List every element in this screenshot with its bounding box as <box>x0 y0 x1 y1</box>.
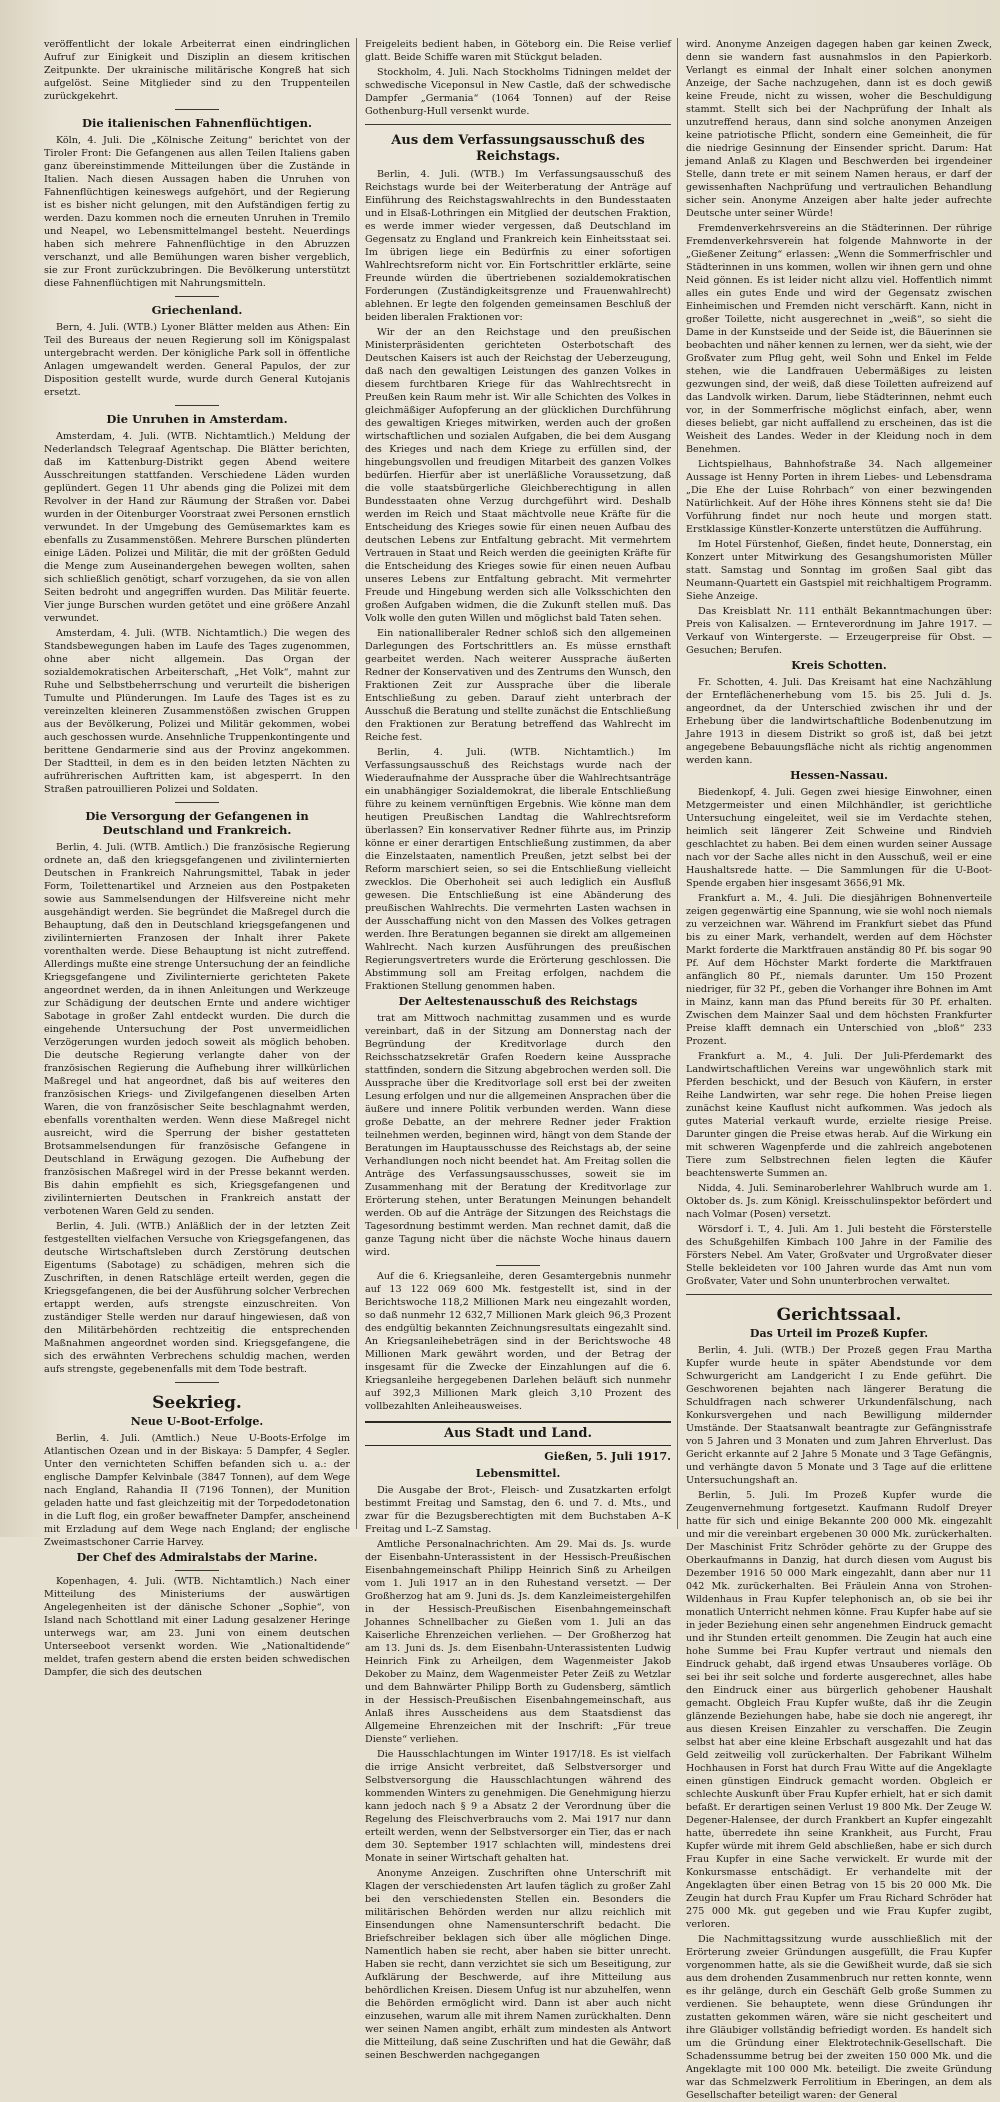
article-text: Wörsdorf i. T., 4. Juli. Am 1. Juli besteht die Försterstelle des Schußgehilfen Kimbach 100 Jahre in der Familie des Försters Nebel. Am Vater, Großvater und Urgroßvater dieser Stelle bekleideten vor 100 Jahren wurde das Amt nun vom Großvater, Vater und Sohn ununterbrochen verwaltet. <box>686 1224 992 1287</box>
article-text: Lichtspielhaus, Bahnhofstraße 34. Nach allgemeiner Aussage ist Henny Porten in ihrem Liebes- und Lebensdrama „Die Ehe der Luise Rohrbach“ von einer bezwingenden Natürlichkeit. Auf der Höhe ihres Könnens steht sie da! Die Vorführung findet nur noch heute und morgen statt. Erstklassige Künstler-Konzerte unterstützen die Aufführung. <box>686 459 992 535</box>
article-text: Berlin, 4. Juli. (Amtlich.) Neue U-Boots-Erfolge im Atlantischen Ozean und in der Biskaya: 5 Dampfer, 4 Segler. Unter den vernichteten Schiffen befanden sich u. a.: der englische Dampfer Kelvinbale (3847 Tonnen), auf dem Wege nach England, Rahandia II (7196 Tonnen), der Munition geladen hatte und fast gleichzeitig mit der Torpedodetonation in die Luft flog, ein großer bewaffneter Dampfer, anscheinend mit Erzladung auf dem Wege nach England; der englische Zweimastschoner Carrie Harvey. <box>44 1433 350 1548</box>
divider <box>686 1294 992 1295</box>
article-text: Die Nachmittagssitzung wurde ausschließlich mit der Erörterung zweier Gründungen ausgefüllt, die Frau Kupfer vorgenommen hatte, als sie die Gewißheit wurde, daß sie sich aus dem drohenden Zusammenbruch nur retten konnte, wenn es ihr gelänge, durch ein Geschäft Gelb große Summen zu verdienen. Sie behauptete, wenn diese Gründungen ihr zustatten gekommen wären, wäre sie nicht gescheitert und ihre Gläubiger vollständig befriedigt worden. Es handelt sich um die Gründung einer Elektrotechnik-Gesellschaft. Die Schadenssumme betrug bei der zweiten 150 000 Mk. und die Angeklagte mit 100 000 Mk. beteiligt. Die zweite Gründung war das Schmelzwerk Ferrolitium in Eberingen, an dem als Gesellschafter beteiligt waren: der General <box>686 1934 992 2101</box>
article-text: Berlin, 4. Juli. (WTB.) Anläßlich der in der letzten Zeit festgestellten vielfachen Versuche von Kriegsgefangenen, das deutsche Wirtschaftsleben durch Zerstörung deutschen Eigentums (Sabotage) zu schädigen, mehren sich die Zuschriften, in denen Ratschläge erteilt werden, gegen die Kriegsgefangenen, die bei der Ausführung solcher Verbrechen ertappt werden, aufs strengste einzuschreiten. Von zuständiger Stelle werden nur darauf hingewiesen, daß von den Militärbehörden rechtzeitig die entsprechenden Maßnahmen angeordnet worden sind. Kriegsgefangene, die sich des erwähnten Verbrechens schuldig machen, werden aufs strengste, gegebenenfalls mit dem Tode bestraft. <box>44 1221 350 1375</box>
headline-food: Lebensmittel. <box>475 1467 561 1480</box>
article-text: Fremdenverkehrsvereins an die Städterinnen. Der rührige Fremdenverkehrsverein hat folgende Mahnworte in der „Gießener Zeitung“ erlassen: „Wenn die Sommerfrischler und Städterinnen in uns kommen, wollen wir ihnen gern und ohne Neid gönnen. Es ist leider nicht allzu viel. Hoffentlich nimmt alles ein gutes Ende und wird der Gegensatz zwischen Einheimischen und Fremden nicht verschärft. Kann, nicht in großer Toilette, nicht ausgerechnet in „weiß“, so sieht die Dame in der Kunstseide und der Seide ist, die Bäuerinnen sie beobachten und näher kennen zu lernen, wer da sieht, wie der Großvater zum Pflug geht, weil Sohn und Enkel im Felde stehen, wie die Landfrauen Uebermäßiges zu leisten gezwungen sind, der weiß, daß diese Toiletten aufreizend auf das Landvolk wirken. Darum, liebe Städterinnen, nehmt euch vor, in der Sommerfrische möglichst einfach, aber, wenn dieses beliebt, gar nicht auffallend zu erscheinen, das ist die Weisheit des Landes. Weder in der Kleidung noch in dem Benehmen. <box>686 223 992 455</box>
article-text: Kopenhagen, 4. Juli. (WTB. Nichtamtlich.) Nach einer Mitteilung des Ministeriums der auswärtigen Angelegenheiten ist der dänische Schoner „Sophie“, von Island nach Schottland mit einer Ladung gesalzener Heringe unterwegs war, am 23. Juni von einem deutschen Unterseeboot versenkt worden. Wie „Nationaltidende“ meldet, trafen gestern abend die ersten beiden schwedischen Dampfer, die sich des deutschen <box>44 1576 350 1678</box>
article-text: Auf die 6. Kriegsanleihe, deren Gesamtergebnis nunmehr auf 13 122 069 600 Mk. festgestellt ist, sind in der Berichtswoche 118,2 Millionen Mark neu eingezahlt worden, so daß nunmehr 12 632,7 Millionen Mark gleich 96,3 Prozent des endgültig bekannten Zeichnungsresultats eingezahlt sind. An Kriegsanleihebeträgen sind in der Berichtswoche 48 Millionen Mark gewährt worden, und der Betrag der insgesamt für die Zwecke der Einzahlungen auf die 6. Kriegsanleihe hergegebenen Darlehen beläuft sich nunmehr auf 392,3 Millionen Mark gleich 3,10 Prozent des vollbezahlten Anleiheausweises. <box>365 1271 671 1412</box>
headline-greece: Griechenland. <box>151 303 243 317</box>
article-text: Ein nationalliberaler Redner schloß sich den allgemeinen Darlegungen des Fortschrittlers an. Es müsse ernsthaft gearbeitet werden. Nach weiterer Aussprache äußerten Redner der Konservativen und des Zentrums den Wunsch, den Fraktionen Zeit zur Aussprache über die liberale Entschließung zu geben. Darauf zieht unterbrach der Ausschuß die Beratung und stellte zunächst die Entschließung den Fraktionen zur Beratung betreffend das Wahlrecht im Reiche fest. <box>365 628 671 743</box>
article-text: Nidda, 4. Juli. Seminaroberlehrer Wahlbruch wurde am 1. Oktober ds. Js. zum Königl. Kreisschulinspektor befördert und nach Volmar (Posen) versetzt. <box>686 1183 992 1220</box>
headline-prisoner-supply: Die Versorgung der Gefangenen in Deutschland und Frankreich. <box>85 809 309 837</box>
article-text: Anonyme Anzeigen. Zuschriften ohne Unterschrift mit Klagen der verschiedensten Art laufen täglich zu großer Zahl bei den verschiedensten Stellen ein. Besonders die militärischen Behörden werden nur allzu reichlich mit Einsendungen ohne Namensunterschrift bedacht. Die Briefschreiber beklagen sich über alle möglichen Dinge. Namentlich haben sie recht, aber haben sie bitter unrecht. Haben sie recht, dann verzichtet sie sich um Beseitigung, zur Aufklärung der Beschwerde, auf ihre Mitteilung aus behördlichen Kreisen. Diesem Unfug ist nur abzuhelfen, wenn die Behörden ermöglicht wird. Dann ist aber auch nicht einzusehen, warum alle mit ihrem Namen zurückhalten. Denn wer seinen Namen angibt, erhält zum mindesten als Antwort die Mitteilung, daß seine Zuschriften und hat die Gewähr, daß seinen Beschwerden nachgegangen <box>365 1868 671 2061</box>
section-headline-local: Aus Stadt und Land. <box>444 1426 592 1441</box>
article-text: Im Hotel Fürstenhof, Gießen, findet heute, Donnerstag, ein Konzert unter Mitwirkung des Gesangshumoristen Müller statt. Samstag und Sonntag im großen Saal gibt das Neumann-Quartett ein Gastspiel mit reichhaltigem Programm. Siehe Anzeige. <box>686 539 992 602</box>
article-text: Amsterdam, 4. Juli. (WTB. Nichtamtlich.) Meldung der Nederlandsch Telegraaf Agentschap. Die Blätter berichten, daß im Kattenburg-Distrikt gegen Abend weitere Ausschreitungen stattfanden. Verschiedene Läden wurden geplündert. Gegen 11 Uhr abends ging die Polizei mit dem Revolver in der Hand zur Räumung der Straßen vor. Dabei wurden in der Oitenburger Voorstraat zwei Personen ernstlich verwundet. In der Umgebung des Gemüsemarktes kam es ebenfalls zu Zusammenstößen. Mehrere Burschen plünderten einige Läden. Polizei und Militär, die mit der größten Geduld die Menge zum Auseinandergehen bewegen wollten, sahen sich schließlich genötigt, scharf vorzugehen, da sie von allen Seiten bedroht und angegriffen wurden. Das Militär feuerte. Vier junge Burschen wurden getötet und eine größere Anzahl verwundet. <box>44 431 350 624</box>
divider <box>175 405 219 406</box>
signature-admiralty: Der Chef des Admiralstabs der Marine. <box>76 1551 318 1564</box>
divider <box>365 124 671 125</box>
headline-elders-committee: Der Aeltestenausschuß des Reichstags <box>398 995 638 1008</box>
subheadline-kupfer-trial: Das Urteil im Prozeß Kupfer. <box>749 1327 929 1340</box>
columns <box>44 38 992 2101</box>
article-text: Biedenkopf, 4. Juli. Gegen zwei hiesige Einwohner, einen Metzgermeister und einen Milchhändler, ist gerichtliche Untersuchung eingeleitet, weil sie im Verdachte stehen, heimlich seit längerer Zeit Schweine und Rindvieh geschlachtet zu haben. Bei dem einen wurden seiner Aussage nach vor der Sache alles nicht in den Ausschuß, weil er eine Haushaltsrede hatte. — Die Sammlungen für die U-Boot-Spende ergaben hier insgesamt 3656,91 Mk. <box>686 787 992 889</box>
article-text: Amtliche Personalnachrichten. Am 29. Mai ds. Js. wurde der Eisenbahn-Unterassistent in der Hessisch-Preußischen Eisenbahngemeinschaft Philipp Heinrich Sinß zu Arheilgen vom 1. Juli 1917 an in den Ruhestand versetzt. — Der Großherzog hat am 9. Juni ds. Js. dem Kanzleimeistergehilfen in der Hessisch-Preußischen Eisenbahngemeinschaft Johannes Schnellbacher zu Gießen vom 1. Juli an das Kaiserliche Ehrenzeichen verliehen. — Der Großherzog hat am 13. Juni ds. Js. dem Eisenbahn-Unterassistenten Ludwig Heinrich Fink zu Arheilgen, dem Wagenmeister Jakob Dekober zu Mainz, dem Wagenmeister Peter Zeiß zu Wetzlar und dem Bahnwärter Philipp Borth zu Gudensberg, sämtlich in der Hessisch-Preußischen Eisenbahngemeinschaft, aus Anlaß ihres Ausscheidens aus dem Staatsdienst das Allgemeine Ehrenzeichen mit der Inschrift: „Für treue Dienste“ verliehen. <box>365 1539 671 1745</box>
divider <box>175 296 219 297</box>
headline-hessen-nassau: Hessen-Nassau. <box>790 769 888 782</box>
article-continuation: wird. Anonyme Anzeigen dagegen haben gar keinen Zweck, denn sie wandern fast ausnahmslos in den Papierkorb. Verlangt es einmal der Inhalt einer solchen anonymen Anzeige, der Sache nachzugehen, dann ist es doch gewiß keine Freude, nicht zu wissen, woher die Beschuldigung stammt. Stellt sich bei der Nachprüfung der Inhalt als unzutreffend heraus, dann sind solche anonymen Anzeigen keine patriotische Pflicht, sondern eine Gemeinheit, die für die niedrige Gesinnung der Einsender spricht. Darum: Hat jemand Anlaß zu Klagen und Beschwerden bei irgendeiner Stelle, dann trete er mit seinem Namen heraus, er darf der gewissenhaften Nachprüfung und vertraulichen Behandlung sicher sein. Anonyme Anzeigen aber halte jeder aufrechte Deutsche unter seiner Würde! <box>686 39 992 219</box>
article-text: Frankfurt a. M., 4. Juli. Der Juli-Pferdemarkt des Landwirtschaftlichen Vereins war ungewöhnlich stark mit Pferden beschickt, und der Besuch von Käufern, in erster Reihe Landwirten, war sehr rege. Die hohen Preise liegen zunächst keine Kauflust nicht aufkommen. Was jedoch als gutes Material verkauft wurde, erzielte riesige Preise. Darunter gingen die Preise etwas herab. Auf die Wirkung ein mit schweren Wagenpferde und die zahlreich angebotenen Tiere zum Selbstrechnen fielen legten die Käufer beachtenswerte Summen an. <box>686 1051 992 1179</box>
article-text: Die Ausgabe der Brot-, Fleisch- und Zusatzkarten erfolgt bestimmt Freitag und Samstag, den 6. und 7. d. Mts., und zwar für die Bezugsberechtigten mit dem Buchstaben A–K Freitag und L–Z Samstag. <box>365 1485 671 1535</box>
section-bar <box>365 1421 671 1446</box>
subheadline-u-boat: Neue U-Boot-Erfolge. <box>130 1415 264 1428</box>
headline-kreis-schotten: Kreis Schotten. <box>791 659 887 672</box>
divider <box>175 1382 219 1383</box>
headline-naval-war: Seekrieg. <box>152 1393 242 1413</box>
article-text: Frankfurt a. M., 4. Juli. Die diesjährigen Bohnenverteile zeigen gegenwärtig eine Spannung, wie sie wohl noch niemals zu verzeichnen war. Während im Frankfurt siebet das Pfund bis zu einer Mark, verhandelt, werden auf dem Höchster Markt forderte die Marktfrauen anständig 80 Pf. bis sogar 90 Pf. Auf dem Höchster Markt forderte die Marktfrauen anfänglich 80 Pf., niemals darunter. Um 150 Prozent niedriger, für 32 Pf., geben die Vorhanger ihre Bohnen im Amt in Mainz, kann man das Pfund bereits für 30 Pf. erhalten. Zwischen dem Mainzer Saal und dem höchsten Frankfurter Preise klafft demnach ein Unterschied von „bloß“ 233 Prozent. <box>686 893 992 1047</box>
headline-italian-deserters: Die italienischen Fahnenflüchtigen. <box>82 116 312 130</box>
article-text: Amsterdam, 4. Juli. (WTB. Nichtamtlich.) Die wegen des Standsbewegungen haben im Laufe des Tages zugenommen, ohne aber nicht allgemein. Das Organ der sozialdemokratischen Arbeiterschaft, „Het Volk“, mahnt zur Ruhe und Selbstbeherrschung und verurteilt die bisherigen Tumulte und Plünderungen. Im Laufe des Tages ist es zu vereinzelten kleineren Zusammenstößen zwischen Gruppen aus der Bevölkerung, Polizei und Militär gekommen, wobei auch geschossen wurde. Ansehnliche Truppenkontingente und berittene Gendarmerie sind aus der Provinz angekommen. Der Stadtteil, in dem es in den beiden letzten Nächten zu aufrührerischen Auftritten kam, ist abgesperrt. In den Straßen patrouillieren Polizei und Soldaten. <box>44 628 350 795</box>
article-text: Fr. Schotten, 4. Juli. Das Kreisamt hat eine Nachzählung der Ernteflächenerhebung vom 15. bis 25. Juli d. Js. angeordnet, da der Unterschied zwischen ihr und der Erhebung über die landwirtschaftliche Bodenbenutzung im Jahre 1913 in diesem Distrikt so groß ist, daß bei jetzt angegebene Bebauungsfläche nicht als richtig angenommen werden kann. <box>686 677 992 766</box>
headline-constitution-committee: Aus dem Verfassungsausschuß des Reichstags. <box>391 133 645 164</box>
divider <box>175 802 219 803</box>
divider <box>175 1570 219 1571</box>
article-text: Berlin, 5. Juli. Im Prozeß Kupfer wurde die Zeugenvernehmung fortgesetzt. Kaufmann Rudolf Dreyer hatte für sich und einige Bekannte 200 000 Mk. eingezahlt und mir die vereinbart ergebenen 30 000 Mk. zurückerhalten. Der Maschinist Fritz Schröder gehörte zu der Gruppe des Oberkaufmanns in Danzig, hat durch diesen vom August bis Dezember 1916 50 000 Mark eingezahlt, dann aber nur 11 042 Mk. zurückerhalten. Bei Fräulein Anna von Strohen-Wildenhaus in Frau Kupfer telephonisch an, ob sie bei ihr monatlich Unterricht nehmen könne. Frau Kupfer habe auf sie in jeder Beziehung einen sehr angenehmen Eindruck gemacht und ihr Stunden erteilt genommen. Die Zeugin hat auch eine hohe Summe bei Frau Kupfer vertraut und niemals den Eindruck gehabt, daß irgend etwas Unsauberes vorläge. Ob sei bei ihr seit solche und forderte ausgerechnet, alles habe den Eindruck einer aus bürgerlich gehobener Haushalt gemacht. Obgleich Frau Kupfer wußte, daß ihr die Zeugin glänzende Beziehungen habe, habe sie doch nie angeregt, ihr aus diesen Kreisen Einzahler zu verschaffen. Die Zeugin selbst hat aber eine kleine Erbschaft ausgezahlt und hat das Geld zeitweilig voll zurückerhalten. Der Fabrikant Wilhelm Hochhausen in Forst hat durch Frau Witte auf die Angeklagte einen günstigen Eindruck gemacht worden. Obgleich er schlechte Auskunft über Frau Kupfer erhielt, hat er sich damit befaßt. Er derartigen seinen Verlust 19 800 Mk. Der Zeuge W. Degener-Halensee, der durch Frankbert an Kupfer eingezahlt hatte, überredete ihn seine Krankheit, aus Furcht, Frau Kupfer würde mit ihrem Geld abschließen, habe er sich durch Frau Kupfer in eine Sache verwickelt. Er wurde mit der Konkursmasse entschädigt. Er verhandelte mit der Angeklagten über einen Betrag von 15 bis 20 000 Mk. Die Zeugin hat durch Frau Kupfer um Frau Richard Schröder hat 275 000 Mk. gut gegeben und wie Frau Kupfer zugibt, verloren. <box>686 1490 992 1930</box>
article-text: Bern, 4. Juli. (WTB.) Lyoner Blätter melden aus Athen: Ein Teil des Bureaus der neuen Regierung soll im Königspalast untergebracht werden. Der königliche Park soll in öffentliche Anlagen umgewandelt werden. General Papulos, der zur Disposition gestellt wurde, wurde durch General Kutojanis ersetzt. <box>44 322 350 398</box>
article-text: Berlin, 4. Juli. (WTB.) Im Verfassungsausschuß des Reichstags wurde bei der Weiterberatung der Anträge auf Einführung des Reichstagswahlrechts in den Bundesstaaten und in Elsaß-Lothringen ein Mitglied der deutschen Fraktion, es werde immer wieder vergessen, daß Deutschland im Gegensatz zu England und Frankreich kein Einheitsstaat sei. Im übrigen liege ein Bedürfnis zu einer sofortigen Wahlrechtsreform nicht vor. Ein Fortschrittler erklärte, seine Freunde würden die übertriebenen sozialdemokratischen Forderungen (Zuständigkeitsgrenze und Frauenwahlrecht) ablehnen. Er legte den folgenden gemeinsamen Beschluß der beiden liberalen Fraktionen vor: <box>365 169 671 323</box>
article-text: Berlin, 4. Juli. (WTB. Amtlich.) Die französische Regierung ordnete an, daß den kriegsgefangenen und zivilinternierten Deutschen in Frankreich Nahrungsmittel, Tabak in jeder Form, Toilettenartikel und Arzneien aus den Postpaketen sowie aus Sammelsendungen der Hilfsvereine nicht mehr ausgehändigt werden. Sie begründet die Maßregel durch die Behauptung, daß den in Deutschland kriegsgefangenen und zivilinternierten Franzosen der Inhalt ihrer Pakete vorenthalten werde. Diese Behauptung ist nicht zutreffend. Allerdings mußte eine strenge Untersuchung der an feindliche Kriegsgefangene und Zivilinternierte gerichteten Pakete angeordnet werden, da in ihnen Anleitungen und Werkzeuge zur Schädigung der deutschen Ernte und andere wichtiger Sabotage in großer Zahl entdeckt wurden. Die durch die eingehende Untersuchung der Post unvermeidlichen Verzögerungen wurden jedoch soweit als möglich behoben. Die deutsche Regierung verlangte daher von der französischen Regierung die Aufhebung ihrer willkürlichen Maßregel und hat angeordnet, daß bis auf weiteres den französischen Kriegs- und Zivilgefangenen dieselben Arten Waren, die von französischer Seite beschlagnahmt werden, ebenfalls vorenthalten werden. Wenn diese Maßregel nicht ausreicht, wird die Sperrung der bisher gestatteten Brotsammelsendungen für französische Gefangene in Deutschland in Erwägung gezogen. Die Aufhebung der französischen Maßregel wird in der Presse bekannt werden. Bis dahin empfiehlt es sich, Kriegsgefangenen und zivilinternierten Deutschen in Frankreich anstatt der verbotenen Waren Geld zu senden. <box>44 842 350 1217</box>
article-text: Das Kreisblatt Nr. 111 enthält Bekanntmachungen über: Preis von Kalisalzen. — Ernteverordnung im Jahre 1917. — Verkauf von Wintergerste. — Erzeugerpreise für Obst. — Gesuchen; Berufen. <box>686 606 992 656</box>
article-text: Berlin, 4. Juli. (WTB.) Der Prozeß gegen Frau Martha Kupfer wurde heute in später Abendstunde vor dem Schwurgericht am Landgericht I zu Ende geführt. Die Geschworenen bejahten nach längerer Beratung die Schuldfragen nach schwerer Urkundenfälschung, nach Konkursvergehen und nach Bewilligung mildernder Umstände. Der Staatsanwalt beantragte zur Gefängnisstrafe von 5 Jahren und 3 Monaten und zum Jahren Ehrverlust. Das Gericht erkannte auf 2 Jahre 5 Monate und 3 Tage Gefängnis, und verhängte davon 5 Monate und 3 Tage auf die erlittene Untersuchungshaft an. <box>686 1345 992 1486</box>
article-text: trat am Mittwoch nachmittag zusammen und es wurde vereinbart, daß in der Sitzung am Donnerstag nach der Begründung der Kreditvorlage durch den Reichsschatzsekretär Grafen Roedern keine Aussprache stattfinden, sondern die Sitzung abgebrochen werden soll. Die Aussprache über die Kreditvorlage soll erst bei der zweiten Lesung erfolgen und nur die allgemeinen Ansprachen über die äußere und innere Politik verbunden werden. Wann diese große Debatte, an der mehrere Redner jeder Fraktion teilnehmen werden, beginnen wird, hängt von dem Stande der Beratungen im Hauptausschusse des Reichstags ab, der seine Verhandlungen noch nicht beendet hat. Am Freitag sollen die Anträge des Verfassungsausschusses, soweit sie im Zusammenhang mit der Beratung der Kreditvorlage zur Erörterung stehen, unter Beratungen Meinungen behandelt werden. Ob auf die Anträge der Sitzungen des Reichstags die Tagesordnung bestimmt werden. Man rechnet damit, daß die ganze Tagung nicht über die nächste Woche hinaus dauern wird. <box>365 1013 671 1258</box>
article-text: Köln, 4. Juli. Die „Kölnische Zeitung“ berichtet von der Tiroler Front: Die Gefangenen aus allen Teilen Italiens gaben ganz übereinstimmende Mitteilungen über die Zustände in Italien. Nach diesen Aussagen haben die Unruhen von Fahnenflüchtigen keineswegs aufgehört, und der Regierung ist es bisher nicht gelungen, mit den Aufständigen fertig zu werden. Dazu kommen noch die erneuten Unruhen in Tremilo und Neapel, wo Lebensmittelmangel besteht. Neuerdings haben sich mehrere Fahnenflüchtige in den Abruzzen verschanzt, und alle Bemühungen waren bisher vergeblich, sie zur Front zurückzubringen. Die Bevölkerung unterstützt diese Fahnenflüchtigen mit Nahrungsmitteln. <box>44 135 350 289</box>
article-continuation: veröffentlicht der lokale Arbeiterrat einen eindringlichen Aufruf zur Einigkeit und Disziplin an diesem kritischen Zeitpunkte. Der ukrainische militärische Kongreß hat sich aufgelöst. Seine Mitglieder sind zu den Truppenteilen zurückgekehrt. <box>44 39 350 102</box>
article-text: Die Hausschlachtungen im Winter 1917/18. Es ist vielfach die irrige Ansicht verbreitet, daß Selbstversorger und Selbstversorgung die Hausschlachtungen während des kommenden Winters zu genehmigen. Die Genehmigung hierzu kann jedoch nach § 9 a Absatz 2 der Verordnung über die Regelung des Fleischverbrauchs vom 2. Mai 1917 nur dann erteilt werden, wenn der Selbstversorger ein Tier, das er nach dem 30. September 1917 schlachten will, mindestens drei Monate in seiner Wirtschaft gehalten hat. <box>365 1749 671 1864</box>
divider <box>496 1265 540 1266</box>
column-1 <box>44 38 357 1678</box>
column-3 <box>686 38 998 2101</box>
article-text: Wir der an den Reichstage und den preußischen Ministerpräsidenten gerichteten Osterbotschaft des Deutschen Kaisers ist auch der Reichstag der Ueberzeugung, daß nach den gewaltigen Leistungen des ganzen Volkes in diesem furchtbaren Kriege für das Wahlrechtsrecht in Preußen kein Raum mehr ist. Wir alle Schichten des Volkes in gleichmäßiger Aufopferung an der glücklichen Durchführung des gewaltigen Krieges mitwirken, werden auch der großen wirtschaftlichen und sozialen Aufgaben, die bei dem Ausgang des Krieges und nach dem Kriege zu erfüllen sind, der hingebungsvollen und freudigen Mitarbeit des ganzen Volkes bedürfen. Hierfür aber ist unerläßliche Voraussetzung, daß die volle staatsbürgerliche Gleichberechtigung in allen Bundesstaaten ohne Verzug durchgeführt wird. Deshalb werden im Reich und Staat mächtvolle neue Kräfte für die Entscheidung des Krieges sowie für einen neuen Aufbau des deutschen Lebens zur Entfaltung gebracht. Mit vermehrtem Vertrauen in Staat und Reich werden die geeinigten Kräfte für die Entscheidung des Krieges sowie für einen neuen Aufbau unseres Lebens zur Entfaltung gebracht. Mit vermehrter Freude und Hingebung werden sich alle Volksschichten den großen Aufgaben widmen, die die Zukunft stellen muß. Das Volk wolle den guten Willen und möglichst bald Taten sehen. <box>365 327 671 624</box>
article-text: Stockholm, 4. Juli. Nach Stockholms Tidningen meldet der schwedische Viceponsul in New Castle, daß der schwedische Dampfer „Germania“ (1064 Tonnen) auf der Reise Gothenburg-Hull versenkt wurde. <box>365 67 671 117</box>
dateline: Gießen, 5. Juli 1917. <box>544 1450 671 1463</box>
headline-courtroom: Gerichtssaal. <box>776 1305 902 1325</box>
article-text: Berlin, 4. Juli. (WTB. Nichtamtlich.) Im Verfassungsausschuß des Reichstags wurde nach der Wiederaufnahme der Aussprache über die Wahlrechtsanträge ein unabhängiger Sozialdemokrat, die liberale Entschließung führe zu keinem vernünftigen Ergebnis. Wie könne man dem heutigen Preußischen Landtag die Wahlrechtsreform überlassen? Ein konservativer Redner führte aus, im Prinzip könne er einer derartigen Entschließung zustimmen, da aber die Einzelstaaten, namentlich Preußen, jetzt selbst bei der Reform marschiert seien, so sei die Entschließung vielleicht zwecklos. Die Oberhoheit sei auch lediglich ein Ausfluß gewesen. Die Entschließung ist eine Abänderung des preußischen Wahlrechts. Die vermehrten Lasten wachsen in der Ausschaffung nicht von den Massen des Volkes getragen werden. Ihre Beratungen begannen sie direkt am allgemeinen Wahlrecht. Nach kurzen Ausführungen des preußischen Regierungsvertreters wurde die Erörterung geschlossen. Die Abstimmung soll am Freitag erfolgen, nachdem die Fraktionen Stellung genommen haben. <box>365 747 671 992</box>
divider <box>175 109 219 110</box>
article-continuation: Freigeleits bedient haben, in Göteborg ein. Die Reise verlief glatt. Beide Schiffe waren mit Stückgut beladen. <box>365 39 671 63</box>
column-2 <box>365 38 678 2061</box>
headline-amsterdam-riots: Die Unruhen in Amsterdam. <box>106 412 288 426</box>
